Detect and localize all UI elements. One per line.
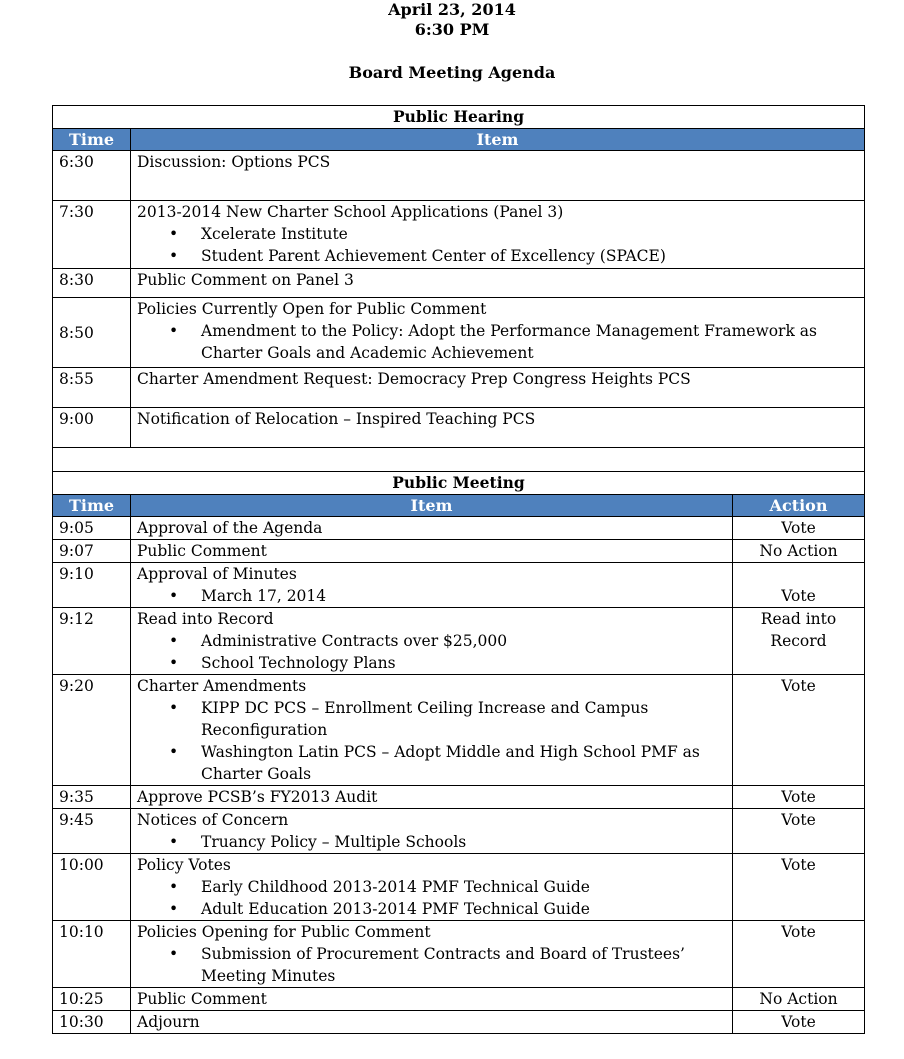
bullet-item: • Xcelerate Institute xyxy=(137,223,858,245)
row-item xyxy=(131,151,865,201)
item-text: Adjourn xyxy=(137,1013,200,1031)
row-item xyxy=(131,540,733,563)
row-item xyxy=(131,1011,733,1034)
item-text: Policies Opening for Public Comment xyxy=(137,923,431,941)
table-row xyxy=(53,1011,865,1034)
item-text: Public Comment on Panel 3 xyxy=(137,271,354,289)
row-time: 8:50 xyxy=(53,298,131,368)
table-row xyxy=(53,269,865,298)
row-action: Vote xyxy=(733,563,865,608)
row-item xyxy=(131,298,865,368)
col-time-header: Time xyxy=(53,129,131,151)
agenda-table xyxy=(52,105,865,1034)
col-action-header: Action xyxy=(733,495,865,517)
row-action: Vote xyxy=(733,921,865,988)
row-item xyxy=(131,921,733,988)
col-item-header: Item xyxy=(131,129,865,151)
row-item xyxy=(131,786,733,809)
bullet-item: • Washington Latin PCS – Adopt Middle and High School PMF as Charter Goals xyxy=(137,741,726,785)
row-time: 9:05 xyxy=(53,517,131,540)
bullet-item: • Submission of Procurement Contracts and Board of Trustees’ Meeting Minutes xyxy=(137,943,726,987)
row-action: No Action xyxy=(733,540,865,563)
row-time: 9:45 xyxy=(53,809,131,854)
row-time: 10:00 xyxy=(53,854,131,921)
item-text: Approve PCSB’s FY2013 Audit xyxy=(137,788,378,806)
row-time: 9:20 xyxy=(53,675,131,786)
row-time: 9:12 xyxy=(53,608,131,675)
row-time: 10:10 xyxy=(53,921,131,988)
item-text: Read into Record xyxy=(137,610,274,628)
row-time: 8:55 xyxy=(53,368,131,408)
col-time-header: Time xyxy=(53,495,131,517)
bullet-item: • March 17, 2014 xyxy=(137,585,726,607)
table-row xyxy=(53,675,865,786)
bullet-item: • Student Parent Achievement Center of Excellency (SPACE) xyxy=(137,245,858,267)
page-title: Board Meeting Agenda xyxy=(348,63,556,82)
section-spacer xyxy=(53,448,865,472)
row-item xyxy=(131,368,865,408)
item-text: Public Comment xyxy=(137,990,267,1008)
col-item-header: Item xyxy=(131,495,733,517)
item-text: Discussion: Options PCS xyxy=(137,153,331,171)
meeting-date: April 23, 2014 xyxy=(388,0,516,19)
row-action: No Action xyxy=(733,988,865,1011)
bullet-item: • Administrative Contracts over $25,000 xyxy=(137,630,726,652)
public-meeting-column-headers xyxy=(53,495,865,517)
item-text: 2013-2014 New Charter School Applications (Panel 3) xyxy=(137,203,564,221)
item-text: Policies Currently Open for Public Comment xyxy=(137,300,487,318)
row-item xyxy=(131,517,733,540)
row-time: 9:07 xyxy=(53,540,131,563)
table-row xyxy=(53,151,865,201)
table-row xyxy=(53,201,865,269)
bullet-item: • Adult Education 2013-2014 PMF Technical Guide xyxy=(137,898,726,920)
row-action: Vote xyxy=(733,786,865,809)
row-item xyxy=(131,408,865,448)
bullet-item: • Early Childhood 2013-2014 PMF Technical Guide xyxy=(137,876,726,898)
row-action: Vote xyxy=(733,517,865,540)
row-item xyxy=(131,269,865,298)
item-text: Public Comment xyxy=(137,542,267,560)
meeting-time: 6:30 PM xyxy=(414,20,490,39)
bullet-item: • Truancy Policy – Multiple Schools xyxy=(137,831,726,853)
row-time: 10:25 xyxy=(53,988,131,1011)
row-action: Read into Record xyxy=(733,608,865,675)
public-hearing-title: Public Hearing xyxy=(53,106,865,129)
row-action: Vote xyxy=(733,1011,865,1034)
item-text: Notices of Concern xyxy=(137,811,289,829)
table-row xyxy=(53,809,865,854)
item-text: Approval of the Agenda xyxy=(137,519,323,537)
row-item xyxy=(131,854,733,921)
item-text: Policy Votes xyxy=(137,856,231,874)
table-row xyxy=(53,921,865,988)
table-row xyxy=(53,786,865,809)
table-row xyxy=(53,563,865,608)
row-item xyxy=(131,675,733,786)
table-row xyxy=(53,854,865,921)
item-text: Charter Amendment Request: Democracy Prep Congress Heights PCS xyxy=(137,370,691,388)
table-row xyxy=(53,517,865,540)
table-row xyxy=(53,540,865,563)
table-row xyxy=(53,368,865,408)
row-time: 6:30 xyxy=(53,151,131,201)
row-item xyxy=(131,988,733,1011)
row-time: 8:30 xyxy=(53,269,131,298)
row-action: Vote xyxy=(733,809,865,854)
row-time: 7:30 xyxy=(53,201,131,269)
row-item xyxy=(131,201,865,269)
table-row xyxy=(53,408,865,448)
row-time: 9:00 xyxy=(53,408,131,448)
bullet-item: • Amendment to the Policy: Adopt the Performance Management Framework as Charter Goals and Academic Achievement xyxy=(137,320,858,364)
table-row xyxy=(53,298,865,368)
row-item xyxy=(131,563,733,608)
public-meeting-title: Public Meeting xyxy=(53,472,865,495)
item-text: Notification of Relocation – Inspired Teaching PCS xyxy=(137,410,536,428)
row-action: Vote xyxy=(733,675,865,786)
table-row xyxy=(53,608,865,675)
item-text: Approval of Minutes xyxy=(137,565,297,583)
item-text: Charter Amendments xyxy=(137,677,307,695)
row-time: 9:10 xyxy=(53,563,131,608)
row-time: 9:35 xyxy=(53,786,131,809)
row-item xyxy=(131,608,733,675)
bullet-item: • KIPP DC PCS – Enrollment Ceiling Increase and Campus Reconfiguration xyxy=(137,697,726,741)
row-action: Vote xyxy=(733,854,865,921)
table-row xyxy=(53,988,865,1011)
public-hearing-column-headers xyxy=(53,129,865,151)
row-time: 10:30 xyxy=(53,1011,131,1034)
row-item xyxy=(131,809,733,854)
bullet-item: • School Technology Plans xyxy=(137,652,726,674)
